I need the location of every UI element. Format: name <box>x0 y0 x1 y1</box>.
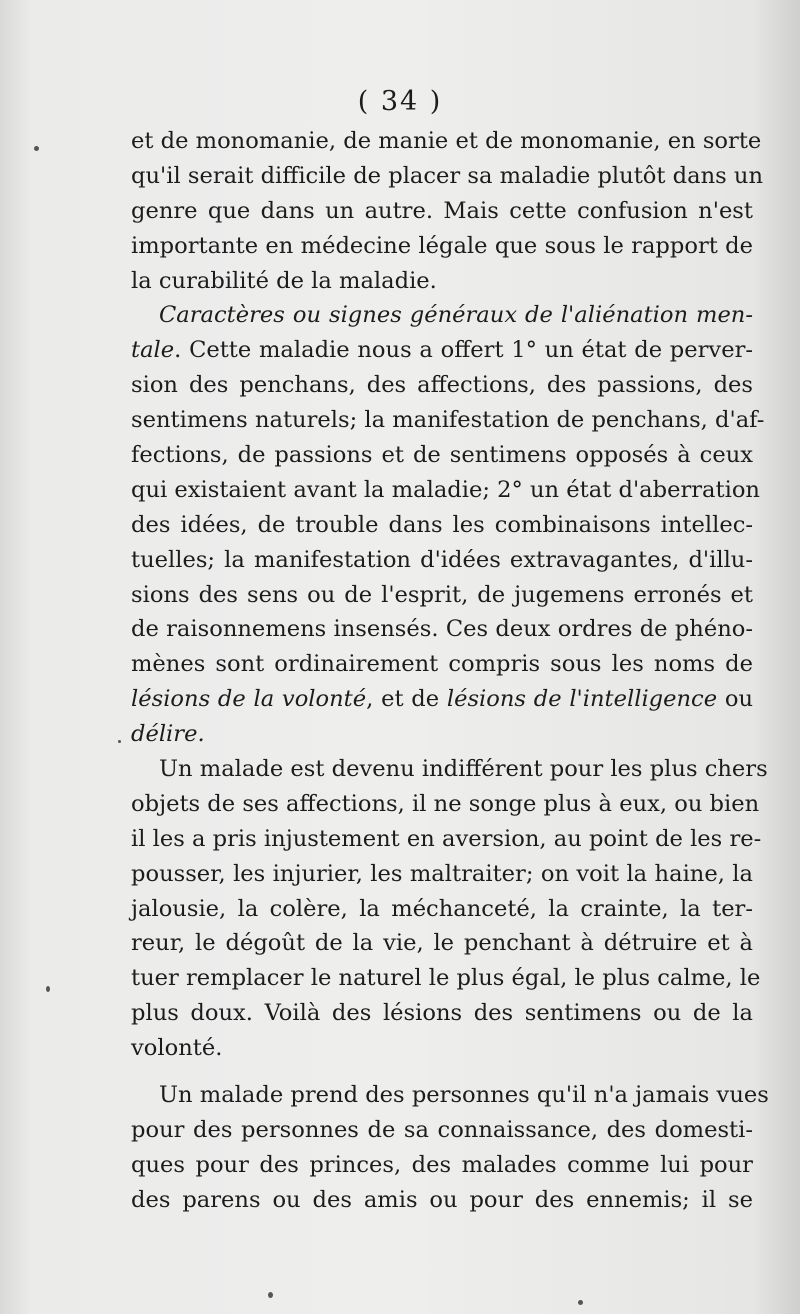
text-line: importante en médecine légale que sous le rapport de <box>131 232 753 259</box>
text-line: qui existaient avant la maladie; 2° un état d'aberration <box>131 476 760 503</box>
text-line: plus doux. Voilà des lésions des sentimens ou de la <box>131 1000 753 1027</box>
section-heading: Caractères ou signes généraux de l'aliénation men- <box>159 302 753 329</box>
text-line: de raisonnemens insensés. Ces deux ordres de phéno- <box>131 616 753 643</box>
paper-speck <box>268 1292 273 1298</box>
text-line: sion des penchans, des affections, des passions, des <box>131 372 753 399</box>
paragraph-first-line: Un malade est devenu indifférent pour les plus chers <box>159 756 768 783</box>
italic-term: délire. <box>131 721 205 748</box>
text-line: fections, de passions et de sentimens opposés à ceux <box>131 442 753 469</box>
text-line: tuer remplacer le naturel le plus égal, le plus calme, le <box>131 965 761 992</box>
text-line: lésions de la volonté, et de lésions de l'intelligence ou <box>131 686 753 713</box>
text-line: tuelles; la manifestation d'idées extravagantes, d'illu- <box>131 546 753 573</box>
text-line: des parens ou des amis ou pour des ennemis; il se <box>131 1186 753 1213</box>
text-line: jalousie, la colère, la méchanceté, la crainte, la ter- <box>131 895 753 922</box>
text-line: objets de ses affections, il ne songe plus à eux, ou bien <box>131 790 760 817</box>
section-heading-end: tale <box>131 337 175 364</box>
text-line: tale. Cette maladie nous a offert 1° un état de perver- <box>131 337 753 364</box>
page-number: ( 34 ) <box>357 86 443 117</box>
paper-speck <box>46 986 50 992</box>
text-line: il les a pris injustement en aversion, au point de les re- <box>131 825 762 852</box>
text-line: la curabilité de la maladie. <box>131 267 437 294</box>
text-line: reur, le dégoût de la vie, le penchant à détruire et à <box>131 930 753 957</box>
text-line: sions des sens ou de l'esprit, de jugemens erronés et <box>131 581 753 608</box>
text-line: qu'il serait difficile de placer sa maladie plutôt dans un <box>131 162 764 189</box>
italic-term: lésions de l'intelligence <box>446 686 718 713</box>
paper-speck <box>578 1300 583 1305</box>
text-line: sentimens naturels; la manifestation de penchans, d'af- <box>131 407 765 434</box>
section-heading-line <box>131 298 753 333</box>
text-line: volonté. <box>131 1035 223 1062</box>
italic-term: lésions de la volonté <box>131 686 367 713</box>
paragraph-first-line: Un malade prend des personnes qu'il n'a jamais vues <box>159 1082 769 1109</box>
body-text <box>131 124 769 1218</box>
text-line: des idées, de trouble dans les combinaisons intellec- <box>131 511 753 538</box>
text-line: pousser, les injurier, les maltraiter; on voit la haine, la <box>131 860 753 887</box>
text-line <box>131 717 753 752</box>
text-line: ques pour des princes, des malades comme lui pour <box>131 1151 753 1178</box>
text-line: genre que dans un autre. Mais cette confusion n'est <box>131 197 753 224</box>
paper-speck <box>34 146 39 151</box>
text-line: mènes sont ordinairement compris sous les noms de <box>131 651 753 678</box>
text-line: pour des personnes de sa connaissance, des domesti- <box>131 1116 753 1143</box>
paper-speck <box>118 740 121 743</box>
text-line: et de monomanie, de manie et de monomanie, en sorte <box>131 128 762 154</box>
